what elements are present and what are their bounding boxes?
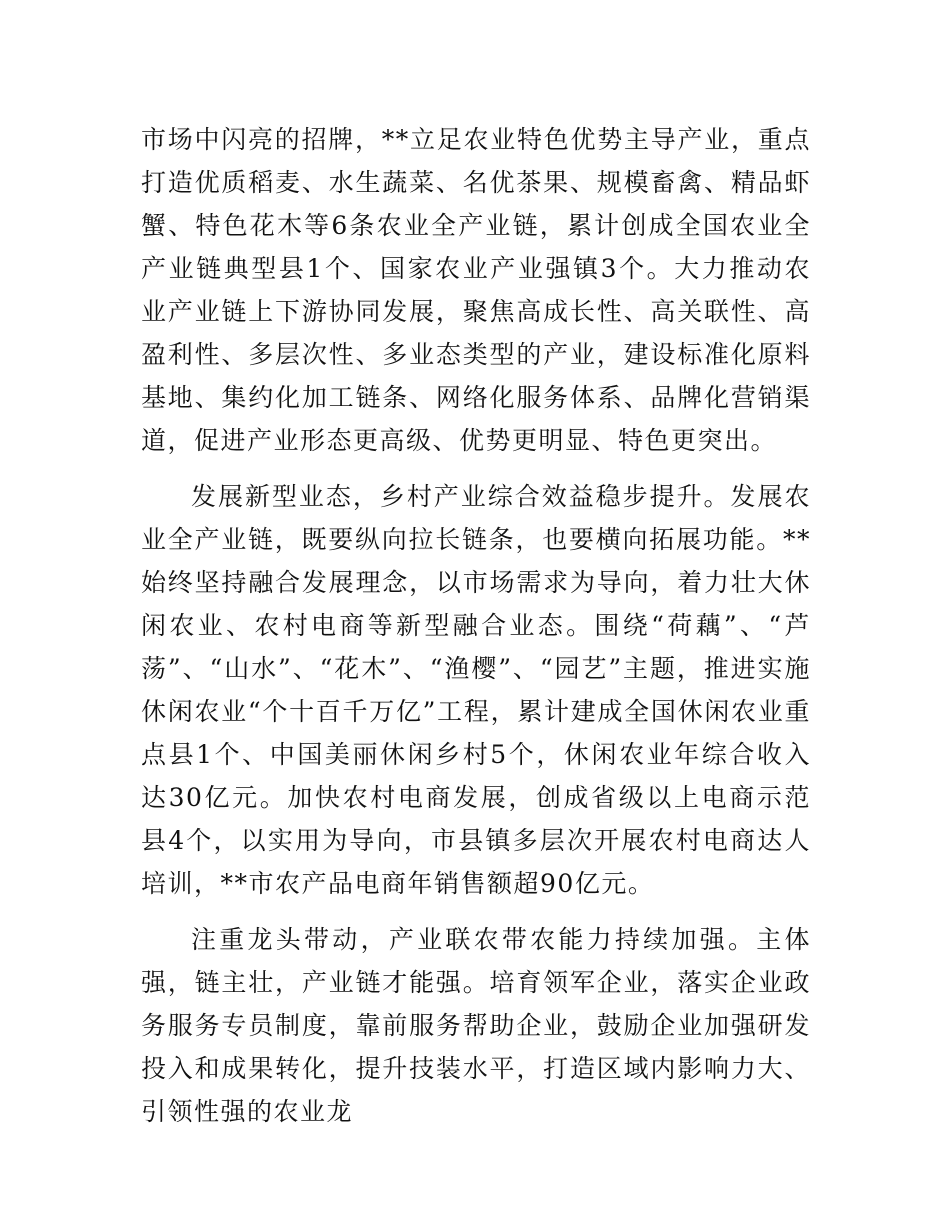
- paragraph-new-business-forms: 发展新型业态，乡村产业综合效益稳步提升。发展农业全产业链，既要纵向拉长链条，也要横向拓展功能。**始终坚持融合发展理念，以市场需求为导向，着力壮大休闲农业、农村电商等新型融合业态。围绕“荷藕”、“芦荡”、“山水”、“花木”、“渔樱”、“园艺”主题，推进实施休闲农业“个十百千万亿”工程，累计建成全国休闲农业重点县1个、中国美丽休闲乡村5个，休闲农业年综合收入达30亿元。加快农村电商发展，创成省级以上电商示范县4个，以实用为导向，市县镇多层次开展农村电商达人培训，**市农产品电商年销售额超90亿元。: [141, 482, 811, 898]
- document-body: [141, 118, 811, 1146]
- paragraph-leading-enterprises: 注重龙头带动，产业联农带农能力持续加强。主体强，链主壮，产业链才能强。培育领军企业，落实企业政务服务专员制度，靠前服务帮助企业，鼓励企业加强研发投入和成果转化，提升技装水平，打造区域内影响力大、引领性强的农业龙: [141, 925, 811, 1126]
- paragraph-agri-chain: 市场中闪亮的招牌，**立足农业特色优势主导产业，重点打造优质稻麦、水生蔬菜、名优茶果、规模畜禽、精品虾蟹、特色花木等6条农业全产业链，累计创成全国农业全产业链典型县1个、国家农业产业强镇3个。大力推动农业产业链上下游协同发展，聚焦高成长性、高关联性、高盈利性、多层次性、多业态类型的产业，建设标准化原料基地、集约化加工链条、网络化服务体系、品牌化营销渠道，促进产业形态更高级、优势更明显、特色更突出。: [141, 125, 811, 455]
